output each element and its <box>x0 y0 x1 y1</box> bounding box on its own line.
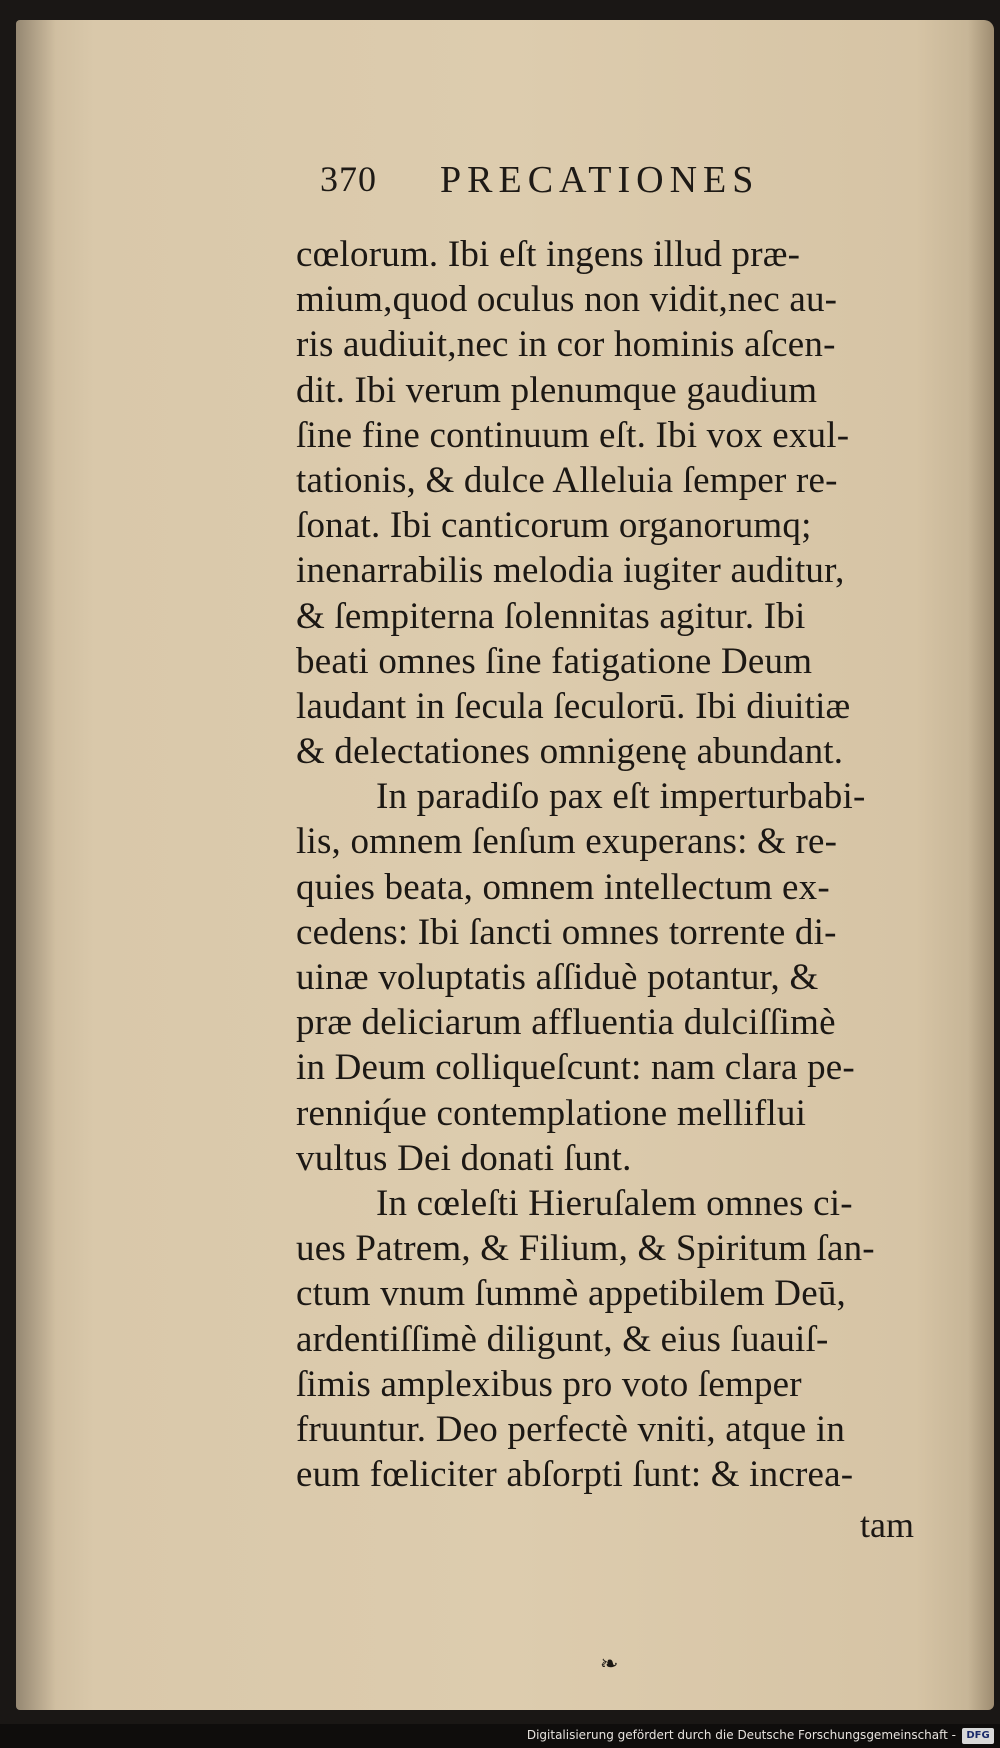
text-line: ſine fine continuum eſt. Ibi vox exul- <box>296 414 850 456</box>
text-line: ſimis amplexibus pro voto ſemper <box>296 1363 802 1405</box>
body-text <box>296 232 966 1497</box>
catchword: tam <box>860 1505 914 1545</box>
text-line: beati omnes ſine fatigatione Deum <box>296 640 813 682</box>
text-line: renniq́ue contemplatione melliflui <box>296 1092 807 1134</box>
dfg-logo-icon: DFG <box>962 1728 994 1744</box>
text-line: ardentiſſimè diligunt, & eius ſuauiſ- <box>296 1318 829 1360</box>
page-edge <box>968 20 994 1710</box>
gutter-shadow <box>16 20 56 1710</box>
page-header <box>320 158 860 218</box>
text-line: in Deum colliqueſcunt: nam clara pe- <box>296 1047 855 1089</box>
printer-mark-icon: ❧ <box>600 1652 619 1677</box>
digitization-footer <box>0 1724 1000 1748</box>
text-line: mium,quod oculus non vidit,nec au- <box>296 279 838 321</box>
text-line: uinæ voluptatis aſſiduè potantur, & <box>296 957 819 998</box>
footer-credit: Digitalisierung gefördert durch die Deutsche Forschungsgemeinschaft - <box>526 1728 956 1742</box>
text-line: lis, omnem ſenſum exuperans: & re- <box>296 821 838 863</box>
text-line: ris audiuit,nec in cor hominis aſcen- <box>296 324 836 366</box>
running-head: PRECATIONES <box>440 159 760 201</box>
text-line: ctum vnum ſummè appetibilem Deū, <box>296 1273 846 1315</box>
text-line: laudant in ſecula ſeculorū. Ibi diuitiæ <box>296 685 851 727</box>
text-line: cedens: Ibi ſancti omnes torrente di- <box>296 911 837 953</box>
text-line: ues Patrem, & Filium, & Spiritum ſan- <box>296 1228 875 1270</box>
text-line: ſonat. Ibi canticorum organorumq; <box>296 505 812 547</box>
text-line: vultus Dei donati ſunt. <box>296 1137 632 1179</box>
text-line: tationis, & dulce Alleluia ſemper re- <box>296 459 838 501</box>
page-number: 370 <box>320 159 377 199</box>
text-line: præ deliciarum affluentia dulciſſimè <box>296 1002 836 1044</box>
text-line: & ſempiterna ſolennitas agitur. Ibi <box>296 595 806 637</box>
text-line: cœlorum. Ibi eſt ingens illud præ- <box>296 234 801 275</box>
text-line: fruuntur. Deo perfectè vniti, atque in <box>296 1408 846 1450</box>
text-line: quies beata, omnem intellectum ex- <box>296 866 830 908</box>
paragraph-start-line: In cœleſti Hieruſalem omnes ci- <box>376 1182 853 1224</box>
text-line: inenarrabilis melodia iugiter auditur, <box>296 550 845 592</box>
text-line: eum fœliciter abſorpti ſunt: & increa- <box>296 1454 854 1496</box>
text-line: dit. Ibi verum plenumque gaudium <box>296 369 818 411</box>
paragraph-start-line: In paradiſo pax eſt imperturbabi- <box>376 776 866 818</box>
text-line: & delectationes omnigenę abundant. <box>296 731 844 773</box>
